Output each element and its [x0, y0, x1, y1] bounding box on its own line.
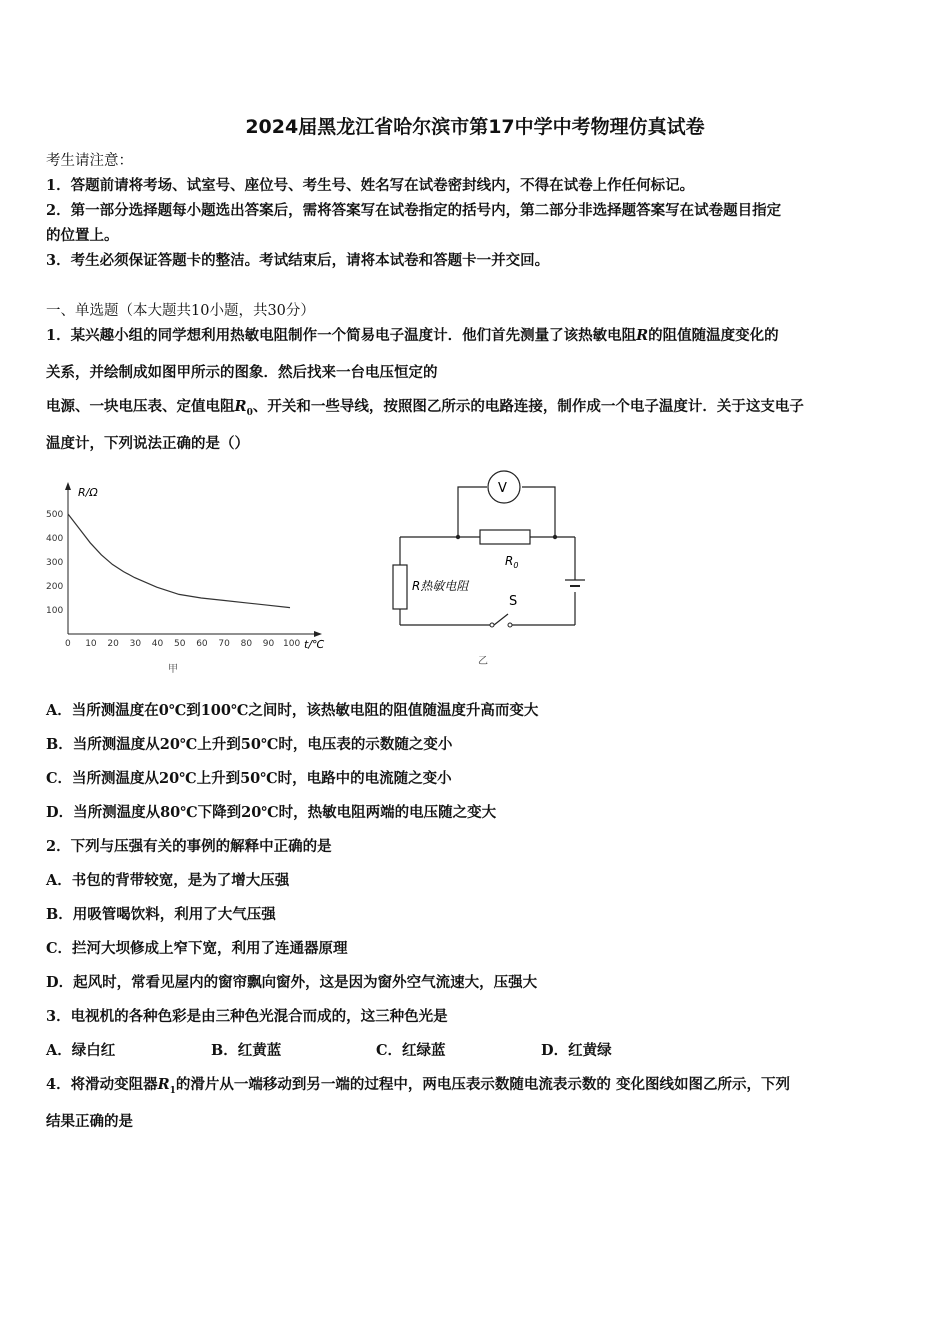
r0-letter: R: [505, 554, 514, 568]
x-tick-label: 20: [107, 639, 119, 649]
r0-subscript: 0: [513, 561, 519, 570]
figure-yi-circuit: [380, 462, 600, 672]
x-tick-label: 80: [240, 639, 253, 649]
var-r0: R: [234, 398, 247, 415]
figure-caption: 甲: [168, 664, 178, 675]
q1-option-d: D．当所测温度从80℃下降到20℃时，热敏电阻两端的电压随之变大: [46, 804, 497, 821]
y-tick-label: 500: [46, 510, 64, 520]
notice-item: 2．第一部分选择题每小题选出答案后，需将答案写在试卷指定的括号内，第二部分非选择题答案写在试卷题目指定: [46, 202, 782, 219]
y-axis-label: R/Ω: [78, 486, 98, 499]
x-tick-label: 90: [262, 639, 275, 649]
switch-contact: [490, 623, 494, 627]
q2-option-c: C．拦河大坝修成上窄下宽，利用了连通器原理: [46, 940, 348, 957]
q1-stem-line: [46, 326, 779, 346]
notice-item: 1．答题前请将考场、试室号、座位号、考生号、姓名写在试卷密封线内，不得在试卷上作任何标记。: [46, 177, 695, 194]
section-heading: 一、单选题（本大题共10小题，共30分）: [46, 303, 315, 319]
q2-option-b: B．用吸管喝饮料，利用了大气压强: [46, 906, 276, 923]
y-tick-label: 300: [46, 558, 64, 568]
switch-contact: [508, 623, 512, 627]
x-tick-label: 30: [129, 639, 142, 649]
q1-text: 1．某兴趣小组的同学想利用热敏电阻制作一个简易电子温度计．他们首先测量了该热敏电阻: [46, 327, 637, 344]
junction-dot: [553, 535, 557, 539]
thermistor-resistor: [393, 565, 407, 609]
chart-ticks: [46, 510, 300, 649]
var-r1: R: [157, 1076, 170, 1093]
subscript: 1: [169, 1085, 176, 1096]
q4-stem-line: 结果正确的是: [46, 1113, 133, 1130]
notice-item: 3．考生必须保证答题卡的整洁。考试结束后，请将本试卷和答题卡一并交回。: [46, 252, 550, 269]
x-tick-label: 0: [65, 639, 71, 649]
y-tick-label: 400: [46, 534, 64, 544]
q3-option-b: B．红黄蓝: [211, 1042, 282, 1059]
var-r: R: [636, 327, 649, 344]
y-tick-label: 100: [46, 606, 64, 616]
q1-text: 、开关和一些导线，按照图乙所示的电路连接，制作成一个电子温度计．关于这支电子: [252, 398, 804, 415]
r0-label: [505, 554, 518, 570]
x-tick-label: 50: [174, 639, 186, 649]
q2-option-d: D．起风时，常看见屋内的窗帘飘向窗外，这是因为窗外空气流速大，压强大: [46, 974, 538, 991]
thermistor-label: R热敏电阻: [412, 579, 469, 593]
page-title: 2024届黑龙江省哈尔滨市第17中学中考物理仿真试卷: [245, 116, 705, 138]
q4-text: 的滑片从一端移动到另一端的过程中，两电压表示数随电流表示数的 变化图线如图乙所示，下列: [175, 1076, 790, 1093]
q2-stem: 2．下列与压强有关的事例的解释中正确的是: [46, 838, 332, 855]
x-tick-label: 40: [151, 639, 164, 649]
q4-text: 4．将滑动变阻器: [46, 1076, 158, 1093]
x-tick-label: 60: [196, 639, 208, 649]
q1-option-b: B．当所测温度从20℃上升到50℃时，电压表的示数随之变小: [46, 736, 453, 753]
q3-option-a: A．绿白红: [46, 1042, 116, 1059]
q1-text: 电源、一块电压表、定值电阻: [46, 398, 235, 415]
q1-option-c: C．当所测温度从20℃上升到50℃时，电路中的电流随之变小: [46, 770, 452, 787]
q3-stem: 3．电视机的各种色彩是由三种色光混合而成的，这三种色光是: [46, 1008, 448, 1025]
circuit-wires: [400, 487, 575, 625]
notice-item: 的位置上。: [46, 227, 119, 244]
x-axis-label: t/℃: [304, 638, 325, 651]
q1-option-a: A．当所测温度在0℃到100℃之间时，该热敏电阻的阻值随温度升高而变大: [46, 702, 539, 719]
x-tick-label: 100: [283, 639, 301, 649]
q2-option-a: A．书包的背带较宽，是为了增大压强: [46, 872, 290, 889]
figure-caption: 乙: [478, 656, 488, 667]
q3-option-d: D．红黄绿: [541, 1042, 612, 1059]
switch-label: S: [509, 594, 518, 609]
q1-stem-line: 关系，并绘制成如图甲所示的图象．然后找来一台电压恒定的: [46, 364, 438, 381]
y-tick-label: 200: [46, 582, 64, 592]
junction-dot: [456, 535, 460, 539]
figure-jia-chart: [40, 478, 340, 678]
q1-stem-line: [46, 397, 804, 423]
voltmeter-label: V: [498, 481, 507, 496]
q1-stem-line: 温度计，下列说法正确的是（）: [46, 435, 249, 452]
notice-heading: 考生请注意：: [46, 153, 133, 169]
q1-text: 的阻值随温度变化的: [648, 327, 779, 344]
q3-option-c: C．红绿蓝: [376, 1042, 446, 1059]
resistor-r0: [480, 530, 530, 544]
x-tick-label: 70: [218, 639, 230, 649]
subscript: 0: [246, 407, 253, 418]
chart-axes: [65, 482, 322, 637]
series-line-r: [68, 514, 290, 608]
x-tick-label: 10: [85, 639, 97, 649]
q4-stem-line: [46, 1075, 790, 1101]
